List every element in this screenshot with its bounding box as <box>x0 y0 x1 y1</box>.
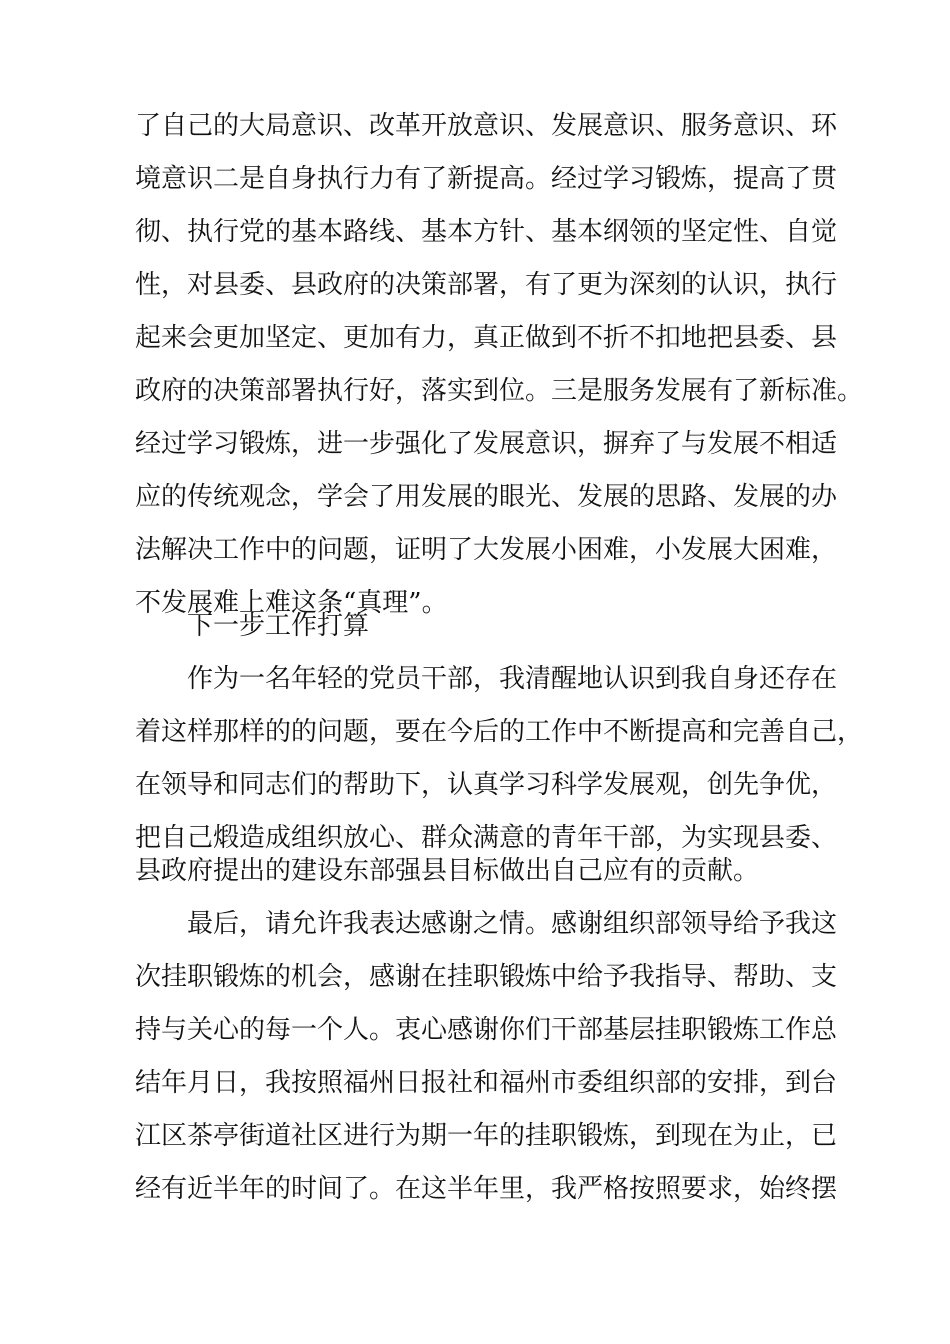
body-text-line: 县政府提出的建设东部强县目标做出自己应有的贡献。 <box>135 856 760 886</box>
body-text-line: 了自己的大局意识、改革开放意识、发展意识、服务意识、环 <box>135 111 838 141</box>
body-text-line: 次挂职锻炼的机会，感谢在挂职锻炼中给予我指导、帮助、支 <box>135 962 838 992</box>
body-text-line: 江区茶亭街道社区进行为期一年的挂职锻炼，到现在为止，已 <box>135 1121 838 1151</box>
body-text-line: 最后，请允许我表达感谢之情。感谢组织部领导给予我这 <box>187 909 838 939</box>
body-text-line: 彻、执行党的基本路线、基本方针、基本纲领的坚定性、自觉 <box>135 217 838 247</box>
section-heading: 下一步工作打算 <box>187 611 370 641</box>
body-text-line: 不发展难上难这条“真理”。 <box>135 588 448 618</box>
body-text-line: 把自己煅造成组织放心、群众满意的青年干部，为实现县委、 <box>135 823 838 853</box>
body-text-line: 政府的决策部署执行好，落实到位。三是服务发展有了新标准。 <box>135 376 864 406</box>
body-text-line: 经有近半年的时间了。在这半年里，我严格按照要求，始终摆 <box>135 1174 838 1204</box>
body-text-line: 在领导和同志们的帮助下，认真学习科学发展观，创先争优， <box>135 770 838 800</box>
body-text-line: 境意识二是自身执行力有了新提高。经过学习锻炼，提高了贯 <box>135 164 838 194</box>
body-text-line: 着这样那样的的问题，要在今后的工作中不断提高和完善自己， <box>135 717 864 747</box>
body-text-line: 经过学习锻炼，进一步强化了发展意识，摒弃了与发展不相适 <box>135 429 838 459</box>
body-text-line: 性，对县委、县政府的决策部署，有了更为深刻的认识，执行 <box>135 270 838 300</box>
body-text-line: 法解决工作中的问题，证明了大发展小困难，小发展大困难， <box>135 535 838 565</box>
body-text-line: 持与关心的每一个人。衷心感谢你们干部基层挂职锻炼工作总 <box>135 1015 838 1045</box>
body-text-line: 应的传统观念，学会了用发展的眼光、发展的思路、发展的办 <box>135 482 838 512</box>
body-text-line: 结年月日，我按照福州日报社和福州市委组织部的安排，到台 <box>135 1068 838 1098</box>
body-text-line: 起来会更加坚定、更加有力，真正做到不折不扣地把县委、县 <box>135 323 838 353</box>
body-text-line: 作为一名年轻的党员干部，我清醒地认识到我自身还存在 <box>187 664 838 694</box>
